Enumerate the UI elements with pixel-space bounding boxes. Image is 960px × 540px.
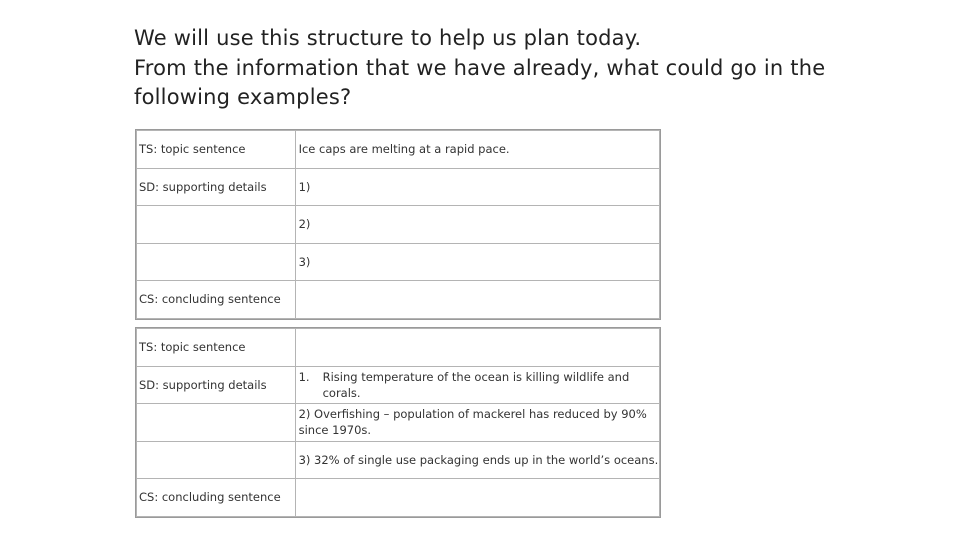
paragraph-plan-table-1 [136,130,660,319]
concluding-sentence-label: CS: concluding sentence [137,281,296,319]
supporting-detail-1-cell[interactable] [295,366,659,404]
instruction-line-1: We will use this structure to help us plan today. [134,26,642,50]
table-row [137,168,660,206]
detail-text: Rising temperature of the ocean is killing wildlife and corals. [322,369,630,400]
concluding-sentence-label: CS: concluding sentence [137,479,296,517]
table-row [137,281,660,319]
concluding-sentence-cell[interactable] [295,281,659,319]
supporting-details-label: SD: supporting details [137,366,296,404]
table-row [137,366,660,404]
topic-sentence-cell[interactable]: Ice caps are melting at a rapid pace. [295,131,659,169]
supporting-detail-3-cell[interactable]: 3) 32% of single use packaging ends up in the world’s oceans. [295,441,659,479]
supporting-detail-2-cell[interactable] [295,404,659,442]
topic-sentence-cell[interactable] [295,329,659,367]
concluding-sentence-cell[interactable] [295,479,659,517]
empty-label-cell [137,243,296,281]
topic-sentence-label: TS: topic sentence [137,131,296,169]
empty-label-cell [137,404,296,442]
detail-number: 1. [298,369,310,384]
supporting-details-label: SD: supporting details [137,168,296,206]
numbered-detail [299,369,656,401]
table-row [137,479,660,517]
supporting-detail-3-cell[interactable]: 3) [295,243,659,281]
table-row [137,206,660,244]
table-row [137,404,660,442]
paragraph-plan-table-2 [136,328,660,517]
table-row [137,243,660,281]
detail-text: 2) Overfishing – population of mackerel has reduced by 90% since 1970s. [298,407,647,438]
supporting-detail-2-cell[interactable]: 2) [295,206,659,244]
table-row [137,131,660,169]
table-row [137,441,660,479]
table-row [137,329,660,367]
empty-label-cell [137,441,296,479]
instructions [134,24,894,113]
empty-label-cell [137,206,296,244]
supporting-detail-1-cell[interactable]: 1) [295,168,659,206]
instruction-line-2: From the information that we have already, what could go in the [134,55,826,80]
instruction-line-3: following examples? [134,85,352,109]
topic-sentence-label: TS: topic sentence [137,329,296,367]
